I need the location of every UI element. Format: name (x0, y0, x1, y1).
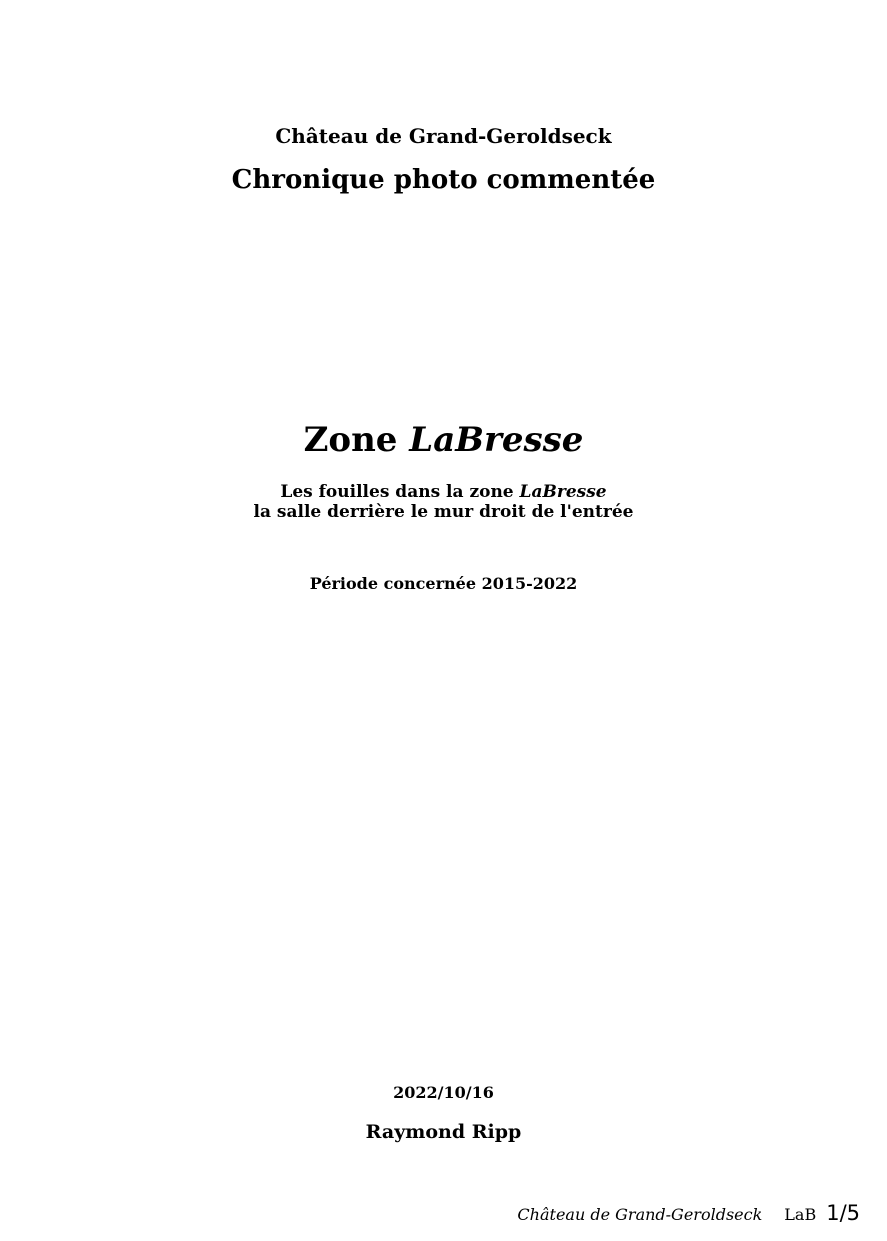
header-site-name: Château de Grand-Geroldseck (275, 124, 612, 148)
subtitle-line2: la salle derrière le mur droit de l'entrée (253, 502, 634, 522)
page-footer (517, 1201, 860, 1225)
subtitle-line1-prefix: Les fouilles dans la zone (280, 482, 514, 502)
author-name: Raymond Ripp (365, 1121, 522, 1143)
chronicle-title: Chronique photo commentée (231, 165, 656, 195)
zone-title-name: LaBresse (409, 420, 584, 460)
footer-site-name: Château de Grand-Geroldseck (517, 1205, 763, 1224)
subtitle (0, 482, 887, 522)
period-line: Période concernée 2015-2022 (309, 574, 578, 593)
zone-title-label: Zone (303, 420, 398, 460)
subtitle-line1-zone: LaBresse (519, 482, 607, 502)
footer-page-number: 1/5 (826, 1201, 860, 1225)
zone-title (0, 420, 887, 460)
document-date: 2022/10/16 (393, 1083, 494, 1102)
footer-zone-code: LaB (784, 1205, 817, 1224)
